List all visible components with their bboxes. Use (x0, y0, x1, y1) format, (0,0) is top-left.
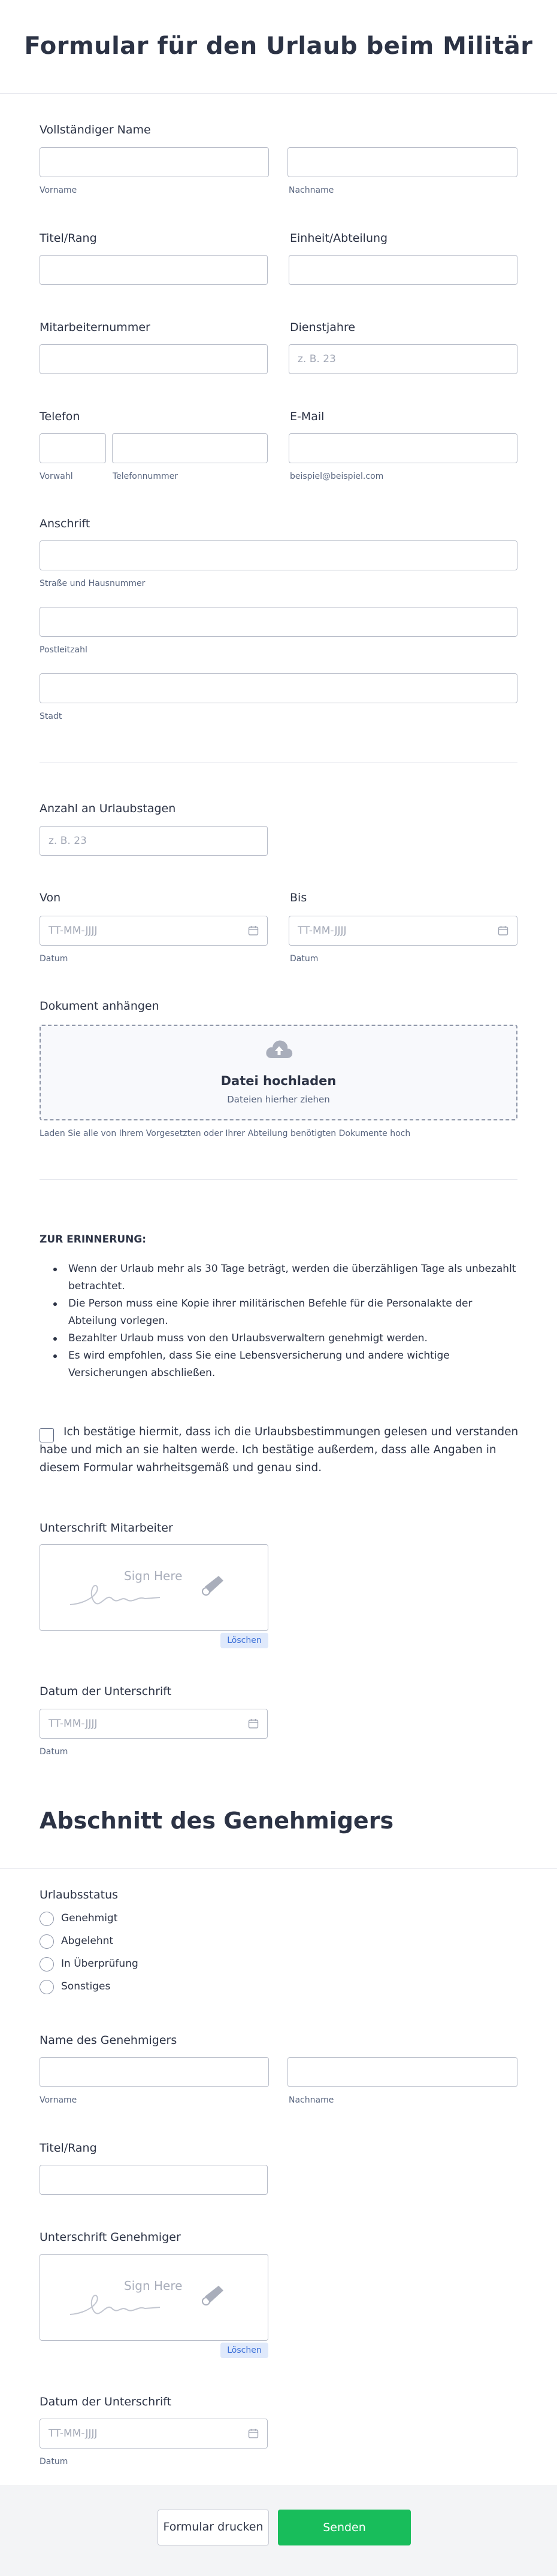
title-rank-label: Titel/Rang (40, 232, 97, 245)
reminder-list (68, 1260, 523, 1382)
status-option-label: In Überprüfung (61, 1958, 138, 1970)
from-date-sublabel: Datum (40, 954, 68, 964)
approver-section-title: Abschnitt des Genehmigers (40, 1808, 394, 1834)
employee-sign-here: Sign Here (124, 1569, 183, 1583)
employee-signature-clear-button[interactable]: Löschen (220, 1633, 268, 1648)
upload-drag-text: Dateien hierher ziehen (227, 1094, 330, 1105)
from-date-input[interactable] (40, 916, 268, 946)
reminder-title: ZUR ERINNERUNG: (40, 1234, 147, 1246)
status-radio-rejected[interactable] (40, 1934, 54, 1949)
to-date-sublabel: Datum (290, 954, 319, 964)
status-radio-review[interactable] (40, 1957, 54, 1972)
city-input[interactable] (40, 673, 517, 703)
phone-number-sublabel: Telefonnummer (113, 472, 178, 481)
signature-date-placeholder: TT-MM-JJJJ (49, 1718, 98, 1730)
reminder-item: Es wird empfohlen, dass Sie eine Lebensversicherung und andere wichtige Versicherungen abschließen. (68, 1347, 523, 1382)
approver-first-name-input[interactable] (40, 2057, 269, 2087)
title-rank-input[interactable] (40, 255, 268, 285)
signature-date-input[interactable] (40, 1709, 268, 1739)
first-name-input[interactable] (40, 147, 269, 177)
address-label: Anschrift (40, 517, 90, 530)
calendar-icon[interactable] (498, 925, 508, 936)
reminder-item: Bezahlter Urlaub muss von den Urlaubsverwaltern genehmigt werden. (68, 1330, 523, 1347)
signature-date-sublabel: Datum (40, 1747, 68, 1757)
phone-number-input[interactable] (112, 433, 268, 463)
cloud-upload-icon (265, 1038, 293, 1061)
from-date-placeholder: TT-MM-JJJJ (49, 925, 98, 937)
submit-button[interactable]: Senden (278, 2510, 411, 2545)
last-name-input[interactable] (287, 147, 517, 177)
status-radio-other[interactable] (40, 1980, 54, 1994)
leave-days-input[interactable] (40, 826, 268, 856)
calendar-icon[interactable] (248, 925, 259, 936)
employee-signature-pad[interactable] (40, 1544, 268, 1631)
leave-days-label: Anzahl an Urlaubstagen (40, 802, 176, 815)
consent-text: Ich bestätige hiermit, dass ich die Urlaubsbestimmungen gelesen und verstanden habe und mich an sie halten werde. Ich bestätige außerdem, dass alle Angaben in diesem Formular wahrheitsgemäß und genau sind. (40, 1426, 519, 1474)
approver-date-sublabel: Datum (40, 2457, 68, 2466)
street-sublabel: Straße und Hausnummer (40, 579, 146, 588)
approver-sign-here: Sign Here (124, 2279, 183, 2293)
from-label: Von (40, 891, 61, 904)
calendar-icon[interactable] (248, 1718, 259, 1729)
approver-name-label: Name des Genehmigers (40, 2034, 177, 2047)
first-name-sublabel: Vorname (40, 186, 77, 195)
approver-last-name-sublabel: Nachname (289, 2095, 334, 2105)
zip-sublabel: Postleitzahl (40, 645, 87, 655)
status-option-label: Genehmigt (61, 1912, 118, 1924)
approver-first-name-sublabel: Vorname (40, 2095, 77, 2105)
upload-button-label[interactable]: Datei hochladen (220, 1074, 337, 1088)
form-title: Formular für den Urlaub beim Militär (24, 32, 533, 60)
phone-label: Telefon (40, 410, 80, 423)
phone-area-sublabel: Vorwahl (40, 472, 73, 481)
approver-title-label: Titel/Rang (40, 2141, 97, 2155)
attachment-hint: Laden Sie alle von Ihrem Vorgesetzten oder Ihrer Abteilung benötigten Dokumente hoch (40, 1129, 411, 1138)
approver-signature-label: Unterschrift Genehmiger (40, 2231, 181, 2244)
years-of-service-input[interactable] (289, 344, 517, 374)
to-date-input[interactable] (289, 916, 517, 946)
status-radio-approved[interactable] (40, 1912, 54, 1926)
city-sublabel: Stadt (40, 712, 62, 721)
approver-date-label: Datum der Unterschrift (40, 2395, 172, 2408)
approver-title-input[interactable] (40, 2165, 268, 2195)
approver-date-input[interactable] (40, 2419, 268, 2449)
email-label: E-Mail (290, 410, 325, 423)
unit-input[interactable] (289, 255, 517, 285)
status-option-label: Sonstiges (61, 1980, 111, 1992)
phone-area-input[interactable] (40, 433, 106, 463)
reminder-item: Die Person muss eine Kopie ihrer militärischen Befehle für die Personalakte der Abteilung vorlegen. (68, 1295, 523, 1330)
approver-signature-pad[interactable] (40, 2254, 268, 2341)
reminder-item: Wenn der Urlaub mehr als 30 Tage beträgt, werden die überzähligen Tage als unbezahlt betrachtet. (68, 1260, 523, 1295)
approver-last-name-input[interactable] (287, 2057, 517, 2087)
email-sublabel: beispiel@beispiel.com (290, 472, 384, 481)
full-name-label: Vollständiger Name (40, 123, 151, 136)
leave-status-label: Urlaubsstatus (40, 1888, 119, 1901)
years-placeholder: z. B. 23 (298, 353, 336, 365)
leave-days-placeholder: z. B. 23 (49, 835, 87, 847)
calendar-icon[interactable] (248, 2428, 259, 2439)
employee-signature-label: Unterschrift Mitarbeiter (40, 1521, 173, 1535)
zip-input[interactable] (40, 607, 517, 637)
print-form-button[interactable]: Formular drucken (158, 2510, 269, 2545)
approver-date-placeholder: TT-MM-JJJJ (49, 2428, 98, 2440)
employee-number-input[interactable] (40, 344, 268, 374)
employee-number-label: Mitarbeiternummer (40, 321, 150, 334)
file-upload-dropzone[interactable] (40, 1025, 517, 1120)
years-of-service-label: Dienstjahre (290, 321, 356, 334)
header-divider (0, 93, 557, 94)
email-input[interactable] (289, 433, 517, 463)
section-divider (40, 1179, 517, 1180)
to-label: Bis (290, 891, 307, 904)
approver-signature-clear-button[interactable]: Löschen (220, 2343, 268, 2358)
signature-date-label: Datum der Unterschrift (40, 1685, 172, 1698)
last-name-sublabel: Nachname (289, 186, 334, 195)
attachment-label: Dokument anhängen (40, 1000, 159, 1013)
to-date-placeholder: TT-MM-JJJJ (298, 925, 347, 937)
status-option-label: Abgelehnt (61, 1935, 114, 1947)
street-input[interactable] (40, 540, 517, 570)
unit-label: Einheit/Abteilung (290, 232, 388, 245)
section-divider (0, 1868, 557, 1869)
